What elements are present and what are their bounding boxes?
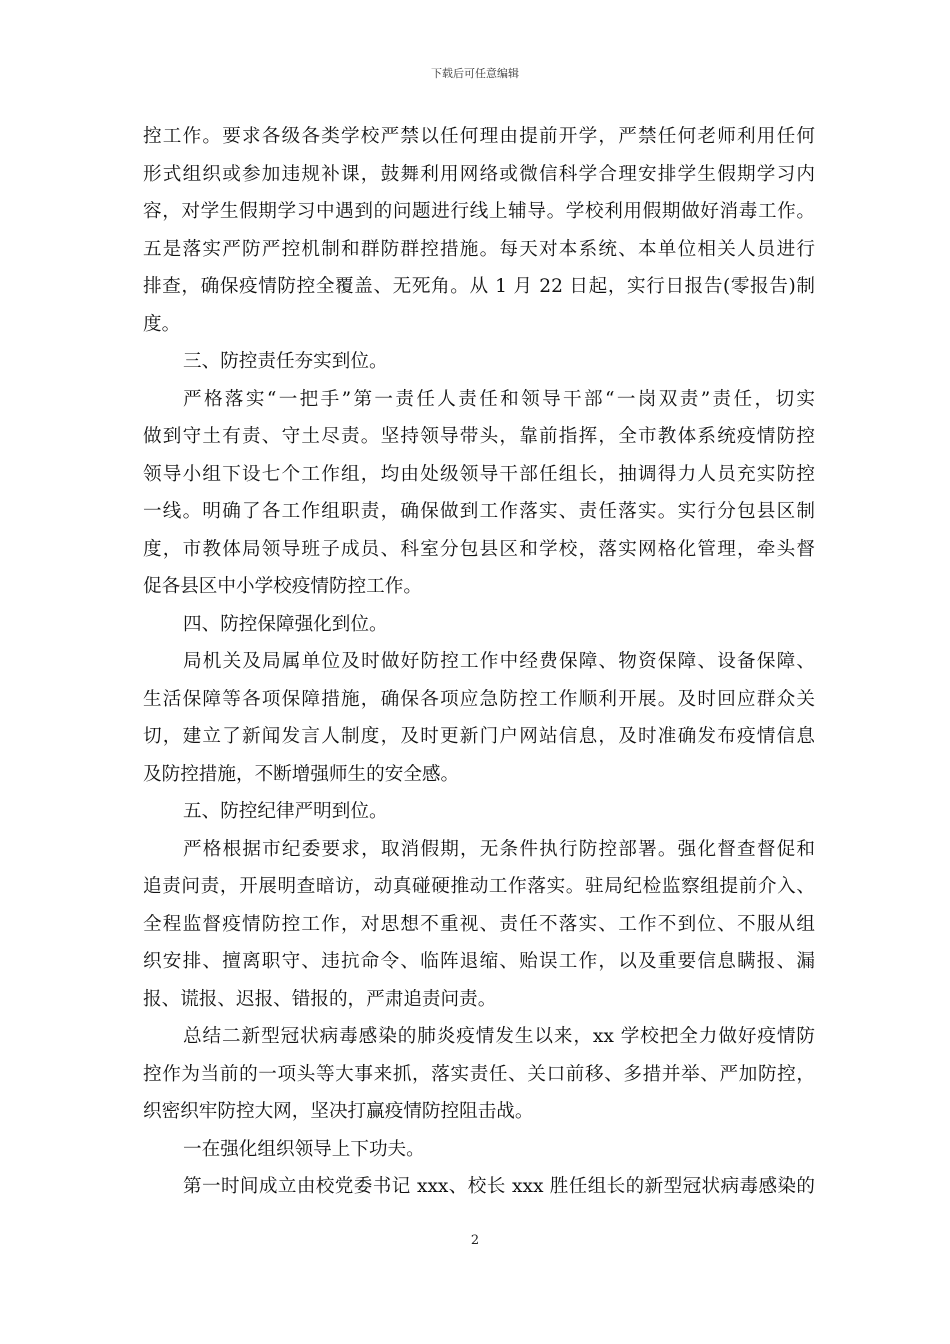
- text-line: 严格落实“一把手”第一责任人责任和领导干部“一岗双责”责任，切实: [183, 388, 815, 410]
- text-line: 织密织牢防控大网，坚决打赢疫情防控阻击战。: [143, 1101, 534, 1122]
- document-body: [143, 118, 815, 1206]
- text-line: 五、防控纪律严明到位。: [183, 801, 388, 822]
- text-line: 排查，确保疫情防控全覆盖、无死角。从 1 月 22 日起，实行日报告(零报告)制: [143, 276, 815, 297]
- text-line: 及防控措施，不断增强师生的安全感。: [143, 763, 460, 785]
- text-line: 促各县区中小学校疫情防控工作。: [143, 576, 422, 597]
- text-line: 度，市教体局领导班子成员、科室分包县区和学校，落实网格化管理，牵头督: [143, 538, 815, 560]
- text-line: 全程监督疫情防控工作，对思想不重视、责任不落实、工作不到位、不服从组: [143, 913, 815, 935]
- text-line: 控作为当前的一项头等大事来抓，落实责任、关口前移、多措并举、严加防控，: [143, 1063, 815, 1085]
- text-line: 报、谎报、迟报、错报的，严肃追责问责。: [143, 988, 497, 1010]
- text-line: 一在强化组织领导上下功夫。: [183, 1138, 425, 1160]
- text-line: 织安排、擅离职守、违抗命令、临阵退缩、贻误工作，以及重要信息瞒报、漏: [143, 951, 815, 972]
- page-header: 下载后可任意编辑: [431, 67, 519, 80]
- text-line: 切，建立了新闻发言人制度，及时更新门户网站信息，及时准确发布疫情信息: [143, 726, 815, 747]
- text-line: 五是落实严防严控机制和群防群控措施。每天对本系统、本单位相关人员进行: [143, 238, 815, 260]
- text-line: 总结二新型冠状病毒感染的肺炎疫情发生以来，xx 学校把全力做好疫情防: [183, 1026, 815, 1047]
- text-line: 做到守土有责、守土尽责。坚持领导带头，靠前指挥，全市教体系统疫情防控: [143, 426, 815, 447]
- text-line: 三、防控责任夯实到位。: [183, 351, 388, 372]
- page-number: 2: [470, 1233, 480, 1248]
- text-line: 第一时间成立由校党委书记 xxx、校长 xxx 胜任组长的新型冠状病毒感染的: [183, 1176, 815, 1197]
- text-line: 生活保障等各项保障措施，确保各项应急防控工作顺利开展。及时回应群众关: [143, 688, 815, 710]
- text-line: 局机关及局属单位及时做好防控工作中经费保障、物资保障、设备保障、: [183, 651, 815, 672]
- text-line: 领导小组下设七个工作组，均由处级领导干部任组长，抽调得力人员充实防控: [143, 463, 815, 485]
- text-line: 容，对学生假期学习中遇到的问题进行线上辅导。学校利用假期做好消毒工作。: [143, 201, 815, 222]
- text-line: 度。: [143, 313, 181, 335]
- text-line: 一线。明确了各工作组职责，确保做到工作落实、责任落实。实行分包县区制: [143, 501, 815, 522]
- text-line: 控工作。要求各级各类学校严禁以任何理由提前开学，严禁任何老师利用任何: [143, 126, 815, 147]
- text-line: 四、防控保障强化到位。: [183, 613, 388, 635]
- text-line: 追责问责，开展明查暗访，动真碰硬推动工作落实。驻局纪检监察组提前介入、: [143, 876, 815, 897]
- text-line: 严格根据市纪委要求，取消假期，无条件执行防控部署。强化督查督促和: [183, 838, 815, 860]
- text-line: 形式组织或参加违规补课，鼓舞利用网络或微信科学合理安排学生假期学习内: [143, 163, 815, 185]
